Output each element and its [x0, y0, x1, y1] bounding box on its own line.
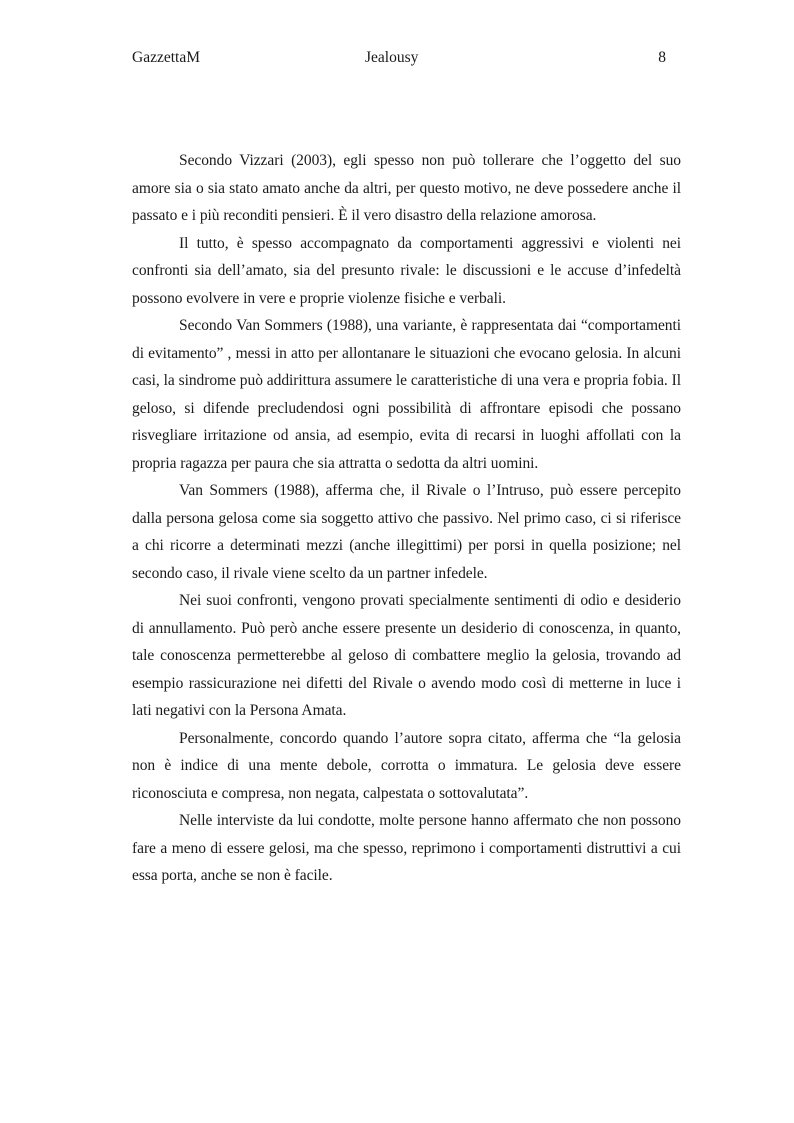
- paragraph: Nelle interviste da lui condotte, molte persone hanno affermato che non possono fare a meno di essere gelosi, ma che spesso, reprimono i comportamenti distruttivi a cui essa porta, anche se non è facile.: [132, 812, 681, 884]
- page-number: 8: [658, 49, 666, 66]
- paragraph: Secondo Van Sommers (1988), una variante, è rappresentata dai “comportamenti di evitamento” , messi in atto per allontanare le situazioni che evocano gelosia. In alcuni casi, la sindrome può addirittura assumere le caratteristiche di una vera e propria fobia. Il geloso, si difende precludendosi ogni possibilità di affrontare episodi che possano risvegliare irritazione od ansia, ad esempio, evita di recarsi in luoghi affollati con la propria ragazza per paura che sia attratta o sedotta da altri uomini.: [132, 317, 681, 472]
- paragraph: Van Sommers (1988), afferma che, il Rivale o l’Intruso, può essere percepito dalla persona gelosa come sia soggetto attivo che passivo. Nel primo caso, ci si riferisce a chi ricorre a determinati mezzi (anche illegittimi) per porsi in quella posizione; nel secondo caso, il rivale viene scelto da un partner infedele.: [132, 482, 681, 582]
- body-text: [132, 147, 681, 890]
- paragraph: Nei suoi confronti, vengono provati specialmente sentimenti di odio e desiderio di annullamento. Può però anche essere presente un desiderio di conoscenza, in quanto, tale conoscenza permetterebbe al geloso di combattere meglio la gelosia, trovando ad esempio rassicurazione nei difetti del Rivale o avendo modo così di metterne in luce i lati negativi con la Persona Amata.: [132, 592, 681, 719]
- paragraph: Il tutto, è spesso accompagnato da comportamenti aggressivi e violenti nei confronti sia dell’amato, sia del presunto rivale: le discussioni e le accuse d’infedeltà possono evolvere in vere e proprie violenze fisiche e verbali.: [132, 234, 681, 307]
- header-title: Jealousy: [365, 49, 419, 66]
- header-author: GazzettaM: [132, 49, 200, 66]
- paragraph: Personalmente, concordo quando l’autore sopra citato, afferma che “la gelosia non è indice di una mente debole, corrotta o immatura. Le gelosia deve essere riconosciuta e compresa, non negata, calpestata o sottovalutata”.: [132, 729, 681, 802]
- running-header: [132, 47, 666, 69]
- paragraph: Secondo Vizzari (2003), egli spesso non può tollerare che l’oggetto del suo amore sia o sia stato amato anche da altri, per questo motivo, ne deve possedere anche il passato e i più reconditi pensieri. È il vero disastro della relazione amorosa.: [132, 152, 681, 224]
